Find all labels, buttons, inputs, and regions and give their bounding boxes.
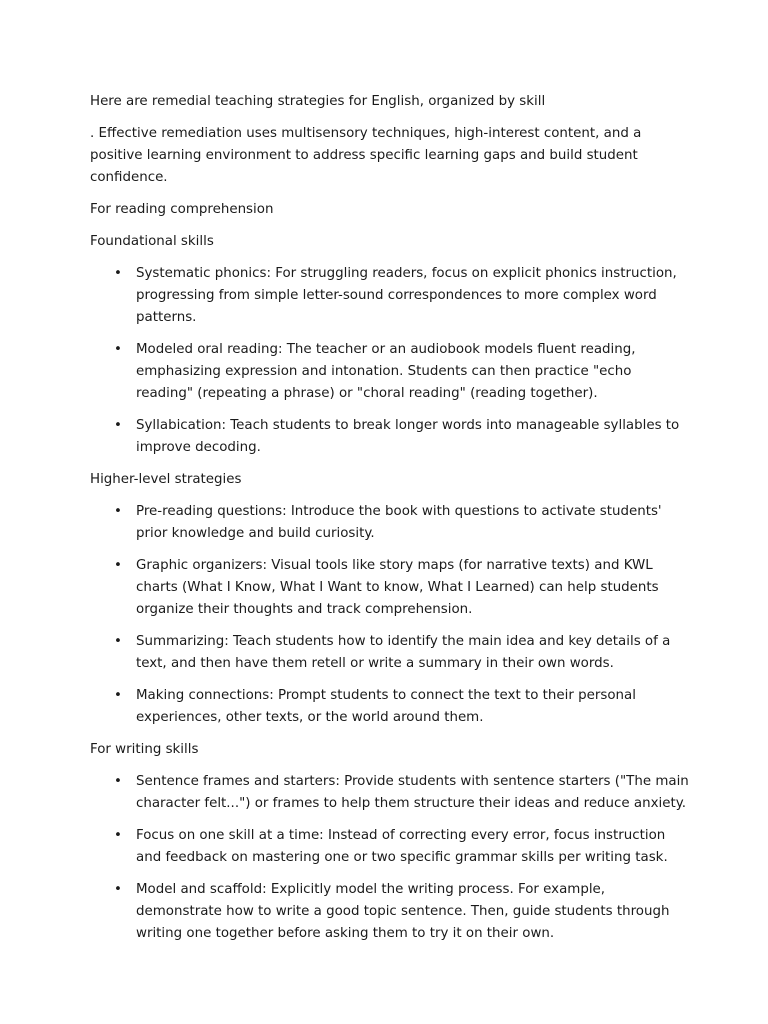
list-item-text: Model and scaffold: Explicitly model the writing process. For example, demonstrate how to write a good topic sentence. Then, guide students through writing one together before asking them to try it on their own. xyxy=(136,882,670,941)
bullet-icon: • xyxy=(114,342,122,357)
higher-level-heading: Higher-level strategies xyxy=(90,472,242,487)
writing-list xyxy=(90,771,690,945)
higher-level-list xyxy=(90,501,690,729)
bullet-icon: • xyxy=(114,774,122,789)
bullet-icon: • xyxy=(114,634,122,649)
list-item-text: Sentence frames and starters: Provide students with sentence starters ("The main character felt...") or frames to help them structure their ideas and reduce anxiety. xyxy=(136,774,689,811)
list-item xyxy=(90,631,690,675)
writing-heading: For writing skills xyxy=(90,742,199,757)
list-item-text: Modeled oral reading: The teacher or an audiobook models fluent reading, emphasizing expression and intonation. Students can then practice "echo reading" (repeating a phrase) or "choral reading" (reading together). xyxy=(136,342,636,401)
list-item xyxy=(90,685,690,729)
list-item-text: Graphic organizers: Visual tools like story maps (for narrative texts) and KWL charts (What I Know, What I Want to know, What I Learned) can help students organize their thoughts and track comprehension. xyxy=(136,558,659,617)
list-item xyxy=(90,555,690,621)
bullet-icon: • xyxy=(114,828,122,843)
foundational-heading: Foundational skills xyxy=(90,234,214,249)
bullet-icon: • xyxy=(114,882,122,897)
list-item xyxy=(90,415,690,459)
list-item xyxy=(90,263,690,329)
intro-paragraph: Here are remedial teaching strategies for English, organized by skill xyxy=(90,94,546,109)
list-item-text: Summarizing: Teach students how to identify the main idea and key details of a text, and then have them retell or write a summary in their own words. xyxy=(136,634,671,671)
foundational-list xyxy=(90,263,690,459)
bullet-icon: • xyxy=(114,266,122,281)
reading-heading: For reading comprehension xyxy=(90,202,274,217)
bullet-icon: • xyxy=(114,418,122,433)
bullet-icon: • xyxy=(114,688,122,703)
document-page xyxy=(90,91,690,955)
list-item xyxy=(90,501,690,545)
bullet-icon: • xyxy=(114,558,122,573)
bullet-icon: • xyxy=(114,504,122,519)
list-item-text: Syllabication: Teach students to break longer words into manageable syllables to improve decoding. xyxy=(136,418,680,455)
list-item xyxy=(90,879,690,945)
list-item xyxy=(90,771,690,815)
list-item-text: Making connections: Prompt students to connect the text to their personal experiences, other texts, or the world around them. xyxy=(136,688,636,725)
list-item-text: Pre-reading questions: Introduce the book with questions to activate students' prior knowledge and build curiosity. xyxy=(136,504,662,541)
list-item-text: Systematic phonics: For struggling readers, focus on explicit phonics instruction, progressing from simple letter-sound correspondences to more complex word patterns. xyxy=(136,266,677,325)
list-item xyxy=(90,825,690,869)
list-item-text: Focus on one skill at a time: Instead of correcting every error, focus instruction and feedback on mastering one or two specific grammar skills per writing task. xyxy=(136,828,668,865)
summary-paragraph: . Effective remediation uses multisensory techniques, high-interest content, and a positive learning environment to address specific learning gaps and build student confidence. xyxy=(90,126,642,185)
list-item xyxy=(90,339,690,405)
